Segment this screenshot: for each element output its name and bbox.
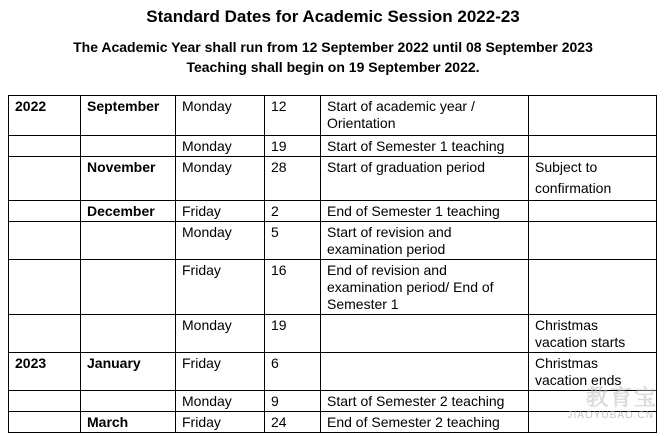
weekday-cell: Friday: [176, 412, 265, 433]
weekday-cell: Monday: [176, 136, 265, 157]
table-row: [9, 96, 657, 136]
month-cell: March: [81, 412, 176, 433]
date-cell: 19: [265, 136, 321, 157]
event-cell: [321, 315, 529, 353]
table-row: [9, 260, 657, 315]
year-cell: [9, 315, 81, 353]
year-cell: [9, 412, 81, 433]
event-cell: Start of graduation period: [321, 157, 529, 201]
weekday-cell: Friday: [176, 260, 265, 315]
table-row: [9, 201, 657, 222]
table-row: [9, 222, 657, 260]
event-cell: [321, 353, 529, 391]
weekday-cell: Friday: [176, 353, 265, 391]
table-row: [9, 157, 657, 201]
note-cell: [529, 201, 657, 222]
date-cell: 12: [265, 96, 321, 136]
weekday-cell: Friday: [176, 201, 265, 222]
event-cell: End of Semester 2 teaching: [321, 412, 529, 433]
event-cell: Start of revision and examination period: [321, 222, 529, 260]
weekday-cell: Monday: [176, 315, 265, 353]
note-cell: Christmas vacation starts: [529, 315, 657, 353]
weekday-cell: Monday: [176, 96, 265, 136]
table-row: [9, 412, 657, 433]
weekday-cell: Monday: [176, 222, 265, 260]
year-cell: [9, 260, 81, 315]
month-cell: December: [81, 201, 176, 222]
year-cell: 2022: [9, 96, 81, 136]
date-cell: 28: [265, 157, 321, 201]
month-cell: September: [81, 96, 176, 136]
watermark-url: JIAOYUBAO.CN: [567, 410, 654, 421]
year-cell: [9, 157, 81, 201]
event-cell: End of revision and examination period/ End of Semester 1: [321, 260, 529, 315]
watermark-logo: 教育宝: [585, 385, 658, 410]
document-title: Standard Dates for Academic Session 2022-23: [146, 7, 520, 26]
note-cell: [529, 260, 657, 315]
date-cell: 19: [265, 315, 321, 353]
date-cell: 2: [265, 201, 321, 222]
table-row: [9, 353, 657, 391]
academic-year-subtitle: The Academic Year shall run from 12 September 2022 until 08 September 2023: [73, 39, 593, 55]
note-cell: [529, 136, 657, 157]
month-cell: [81, 222, 176, 260]
event-cell: End of Semester 1 teaching: [321, 201, 529, 222]
note-cell: [529, 222, 657, 260]
year-cell: [9, 201, 81, 222]
date-cell: 9: [265, 391, 321, 412]
event-cell: Start of Semester 1 teaching: [321, 136, 529, 157]
month-cell: November: [81, 157, 176, 201]
date-cell: 16: [265, 260, 321, 315]
event-cell: Start of academic year / Orientation: [321, 96, 529, 136]
month-cell: [81, 391, 176, 412]
note-cell: Subject to confirmation: [529, 157, 657, 201]
month-cell: [81, 315, 176, 353]
weekday-cell: Monday: [176, 157, 265, 201]
table-row: [9, 315, 657, 353]
note-cell: [529, 96, 657, 136]
month-cell: [81, 260, 176, 315]
table-row: [9, 136, 657, 157]
teaching-start-subtitle: Teaching shall begin on 19 September 2022.: [186, 59, 480, 75]
month-cell: January: [81, 353, 176, 391]
year-cell: [9, 222, 81, 260]
weekday-cell: Monday: [176, 391, 265, 412]
year-cell: [9, 136, 81, 157]
year-cell: [9, 391, 81, 412]
month-cell: [81, 136, 176, 157]
date-cell: 5: [265, 222, 321, 260]
table-row: [9, 391, 657, 412]
note-cell: Christmas vacation ends: [529, 353, 657, 391]
event-cell: Start of Semester 2 teaching: [321, 391, 529, 412]
dates-table: [8, 95, 657, 433]
date-cell: 6: [265, 353, 321, 391]
date-cell: 24: [265, 412, 321, 433]
year-cell: 2023: [9, 353, 81, 391]
